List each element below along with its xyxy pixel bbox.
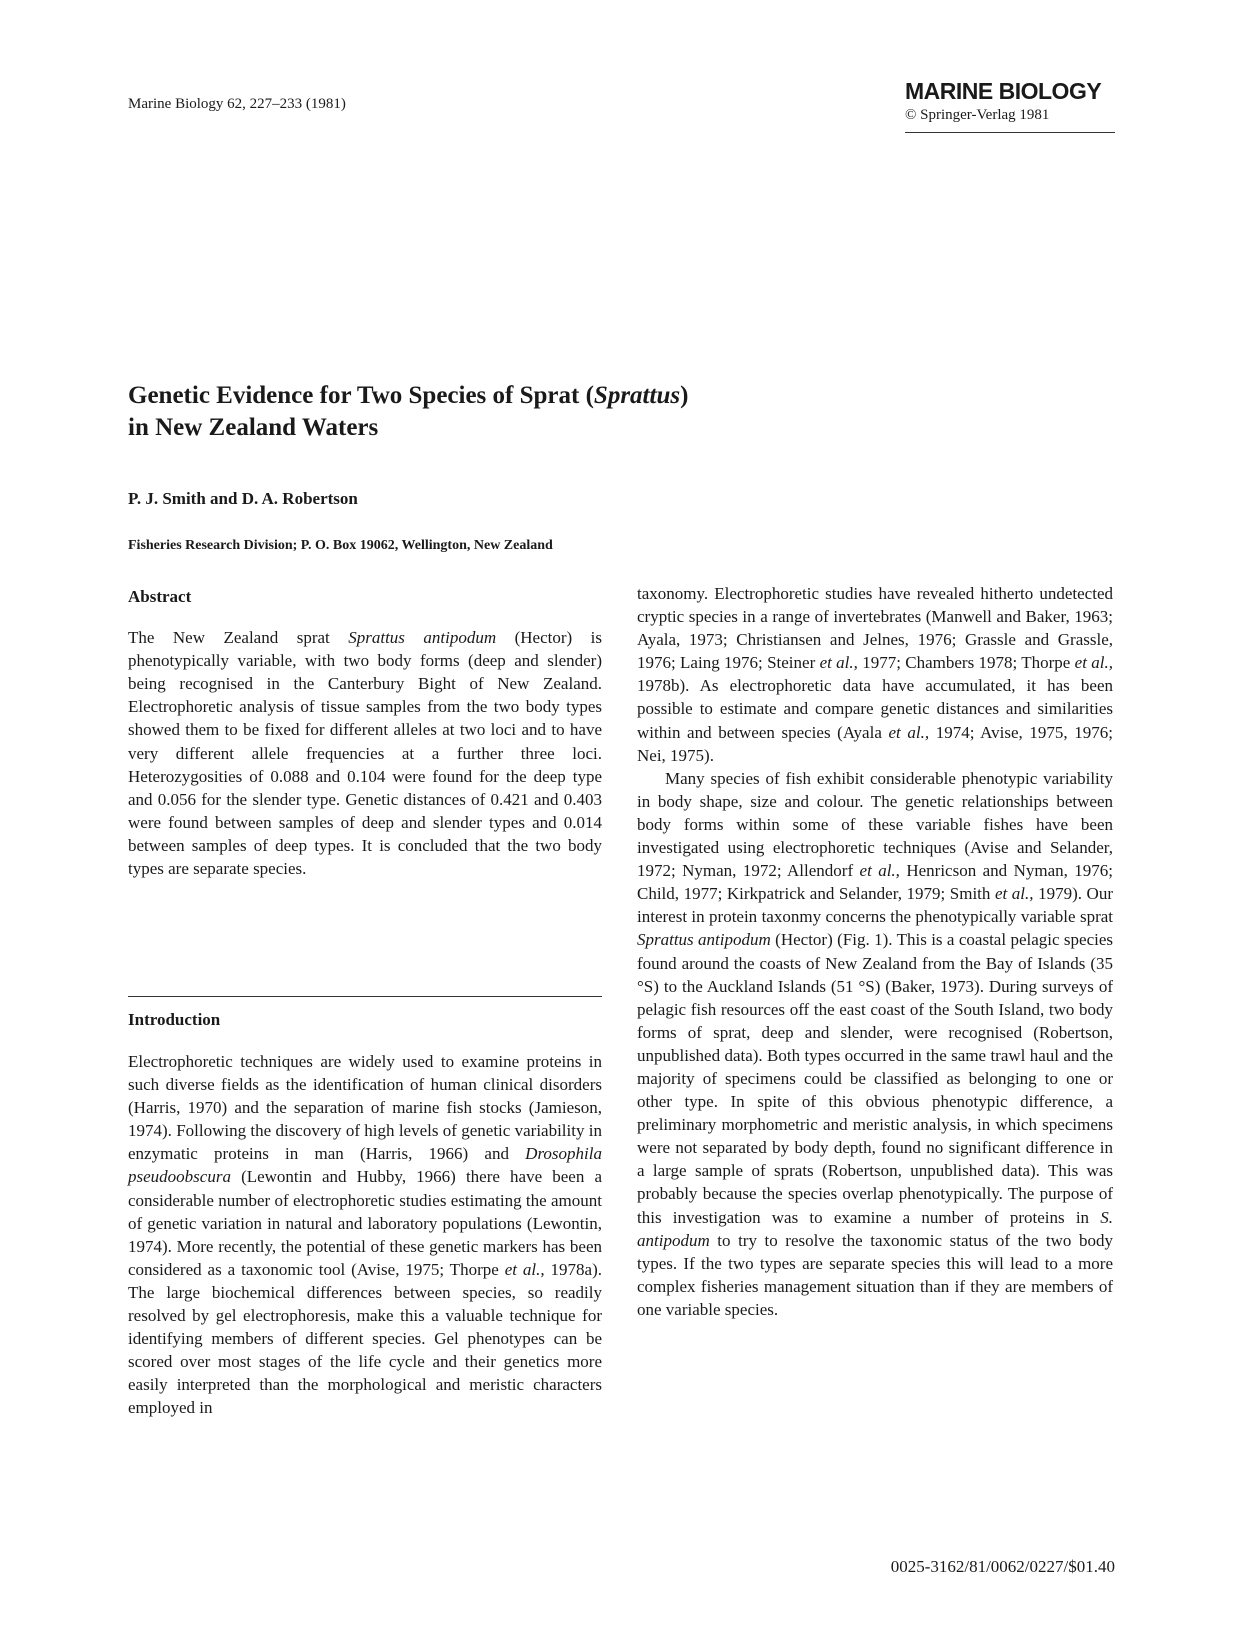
intro-para-2: Many species of fish exhibit considerable phenotypic variability in body shape, size and colour. The genetic relationships between body forms within some of these variable fishes have been investigated using electrophoretic techniques (Avise and Selander, 1972; Nyman, 1972; Allendorf et al., Henricson and Nyman, 1976; Child, 1977; Kirkpatrick and Selander, 1979; Smith et al., 1979). Our interest in protein taxonmy concerns the phenotypically variable sprat Sprattus antipodum (Hector) (Fig. 1). This is a coastal pelagic species found around the coasts of New Zealand from the Bay of Islands (35 °S) to the Auckland Islands (51 °S) (Baker, 1973). During surveys of pelagic fish resources off the east coast of the South Island, two body forms of sprat, deep and slender, were recognised (Robertson, unpublished data). Both types occurred in the same trawl haul and the majority of specimens could be classified as belonging to one or other type. In spite of this obvious phenotypic difference, a preliminary morphometric and meristic analysis, in which specimens were not separated by body depth, found no significant difference in a large sample of sprats (Robertson, unpublished data). This was probably because the species overlap phenotypically. The purpose of this investigation was to examine a number of proteins in S. antipodum to try to resolve the taxonomic status of the two body types. If the two types are separate species this will lead to a more complex fisheries management situation than if they are members of one variable species. bbox=[637, 768, 1114, 1319]
introduction-paragraph-1-part-a bbox=[128, 1050, 602, 1420]
intro-para-1-continued: taxonomy. Electrophoretic studies have revealed hitherto undetected cryptic species in a range of invertebrates (Manwell and Baker, 1963; Ayala, 1973; Christiansen and Jelnes, 1976; Grassle and Grassle, 1976; Laing 1976; Steiner et al., 1977; Chambers 1978; Thorpe et al., 1978b). As electrophoretic data have accumulated, it has been possible to estimate and compare genetic distances and similarities within and between species (Ayala et al., 1974; Avise, 1975, 1976; Nei, 1975). bbox=[637, 584, 1113, 765]
journal-brand-block bbox=[905, 72, 1115, 133]
journal-brand-title: MARINE BIOLOGY bbox=[905, 78, 1102, 104]
brand-bottom-rule bbox=[905, 132, 1115, 133]
intro-para-1: Electrophoretic techniques are widely used to examine proteins in such diverse fields as the identification of human clinical disorders (Harris, 1970) and the separation of marine fish stocks (Jamieson, 1974). Following the discovery of high levels of genetic variability in enzymatic proteins in man (Harris, 1966) and Drosophila pseudoobscura (Lewontin and Hubby, 1966) there have been a considerable number of electrophoretic studies estimating the amount of genetic variation in natural and laboratory populations (Lewontin, 1974). More recently, the potential of these genetic markers has been considered as a taxonomic tool (Avise, 1975; Thorpe et al., 1978a). The large biochemical differences between species, so readily resolved by gel electrophoresis, make this a valuable technique for identifying members of different species. Gel phenotypes can be scored over most stages of the life cycle and their genetics more easily interpreted than the morphological and meristic characters employed in bbox=[128, 1052, 602, 1418]
title-line-2: in New Zealand Waters bbox=[128, 414, 379, 441]
introduction-right-column bbox=[637, 582, 1113, 1321]
article-code: 0025-3162/81/0062/0227/$01.40 bbox=[890, 1557, 1115, 1576]
introduction-heading-block bbox=[128, 1008, 602, 1031]
title-text-close: ) bbox=[680, 382, 689, 409]
copyright-notice: © Springer-Verlag 1981 bbox=[905, 107, 1050, 123]
introduction-heading: Introduction bbox=[128, 1010, 221, 1029]
journal-reference: Marine Biology 62, 227–233 (1981) bbox=[128, 96, 346, 112]
title-text: Genetic Evidence for Two Species of Sprat ( bbox=[128, 382, 594, 409]
abstract-heading: Abstract bbox=[128, 587, 192, 606]
abstract-section bbox=[128, 585, 602, 880]
title-genus: Sprattus bbox=[593, 382, 681, 409]
affiliation: Fisheries Research Division; P. O. Box 19062, Wellington, New Zealand bbox=[128, 538, 553, 553]
section-divider bbox=[128, 996, 602, 997]
author-list: P. J. Smith and D. A. Robertson bbox=[128, 489, 358, 508]
abstract-text: The New Zealand sprat Sprattus antipodum (Hector) is phenotypically variable, with two body forms (deep and slender) being recognised in the Canterbury Bight of New Zealand. Electrophoretic analysis of tissue samples from the two body types showed them to be fixed for different alleles at two loci and to have very different allele frequencies at a further three loci. Heterozygosities of 0.088 and 0.104 were found for the deep type and 0.056 for the slender type. Genetic distances of 0.421 and 0.403 were found between samples of deep and slender types and 0.014 between samples of deep types. It is concluded that the two body types are separate species. bbox=[128, 628, 602, 879]
article-title bbox=[128, 380, 1028, 444]
